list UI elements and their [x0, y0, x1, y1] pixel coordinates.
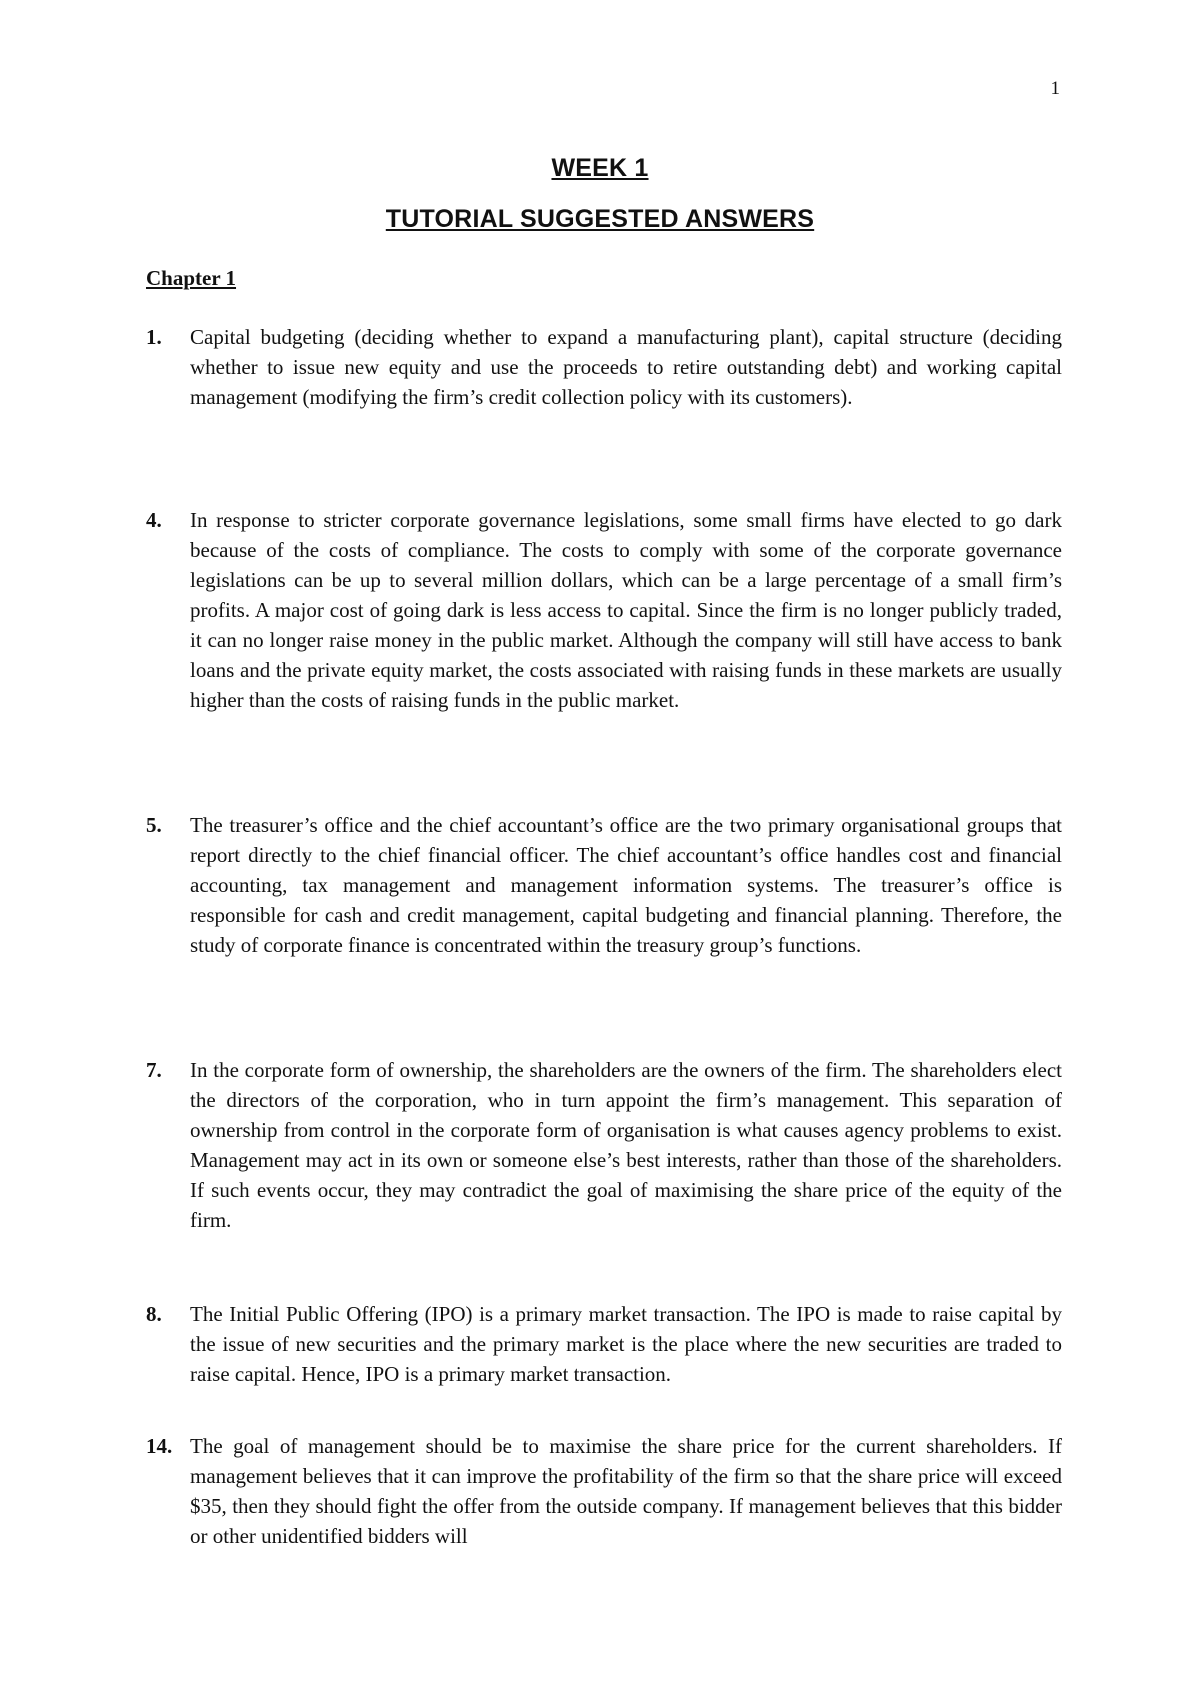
answer-item	[146, 1431, 1062, 1551]
answer-number: 4.	[146, 508, 162, 532]
answer-text: In the corporate form of ownership, the shareholders are the owners of the firm. The shareholders elect the directors of the corporation, who in turn appoint the firm’s management. This separation of ownership from control in the corporate form of organisation is what causes agency problems to exist. Management may act in its own or someone else’s best interests, rather than those of the shareholders. If such events occur, they may contradict the goal of maximising the share price of the equity of the firm.	[190, 1058, 1062, 1232]
answer-item	[146, 505, 1062, 715]
answer-text: The treasurer’s office and the chief accountant’s office are the two primary organisational groups that report directly to the chief financial officer. The chief accountant’s office handles cost and financial accounting, tax management and management information systems. The treasurer’s office is responsible for cash and credit management, capital budgeting and financial planning. Therefore, the study of corporate finance is concentrated within the treasury group’s functions.	[190, 813, 1062, 957]
document-subtitle: TUTORIAL SUGGESTED ANSWERS	[385, 205, 815, 233]
answer-text: The Initial Public Offering (IPO) is a primary market transaction. The IPO is made to raise capital by the issue of new securities and the primary market is the place where the new securities are traded to raise capital. Hence, IPO is a primary market transaction.	[190, 1302, 1062, 1386]
answer-number: 14.	[146, 1434, 173, 1458]
page-number: 1	[1050, 78, 1060, 99]
answer-item	[146, 1299, 1062, 1389]
document-title: WEEK 1	[551, 154, 649, 182]
answer-number: 7.	[146, 1058, 162, 1082]
answer-number: 1.	[146, 325, 162, 349]
answer-text: Capital budgeting (deciding whether to expand a manufacturing plant), capital structure (deciding whether to issue new equity and use the proceeds to retire outstanding debt) and working capital management (modifying the firm’s credit collection policy with its customers).	[190, 325, 1062, 409]
answer-item	[146, 810, 1062, 960]
answer-number: 5.	[146, 813, 162, 837]
answer-item	[146, 322, 1062, 412]
chapter-heading: Chapter 1	[146, 266, 237, 290]
answer-item	[146, 1055, 1062, 1235]
answer-text: The goal of management should be to maximise the share price for the current shareholders. If management believes that it can improve the profitability of the firm so that the share price will exceed $35, then they should fight the offer from the outside company. If management believes that this bidder or other unidentified bidders will	[190, 1434, 1062, 1548]
answer-number: 8.	[146, 1302, 162, 1326]
answer-text: In response to stricter corporate governance legislations, some small firms have elected to go dark because of the costs of compliance. The costs to comply with some of the corporate governance legislations can be up to several million dollars, which can be a large percentage of a small firm’s profits. A major cost of going dark is less access to capital. Since the firm is no longer publicly traded, it can no longer raise money in the public market. Although the company will still have access to bank loans and the private equity market, the costs associated with raising funds in these markets are usually higher than the costs of raising funds in the public market.	[190, 508, 1062, 712]
